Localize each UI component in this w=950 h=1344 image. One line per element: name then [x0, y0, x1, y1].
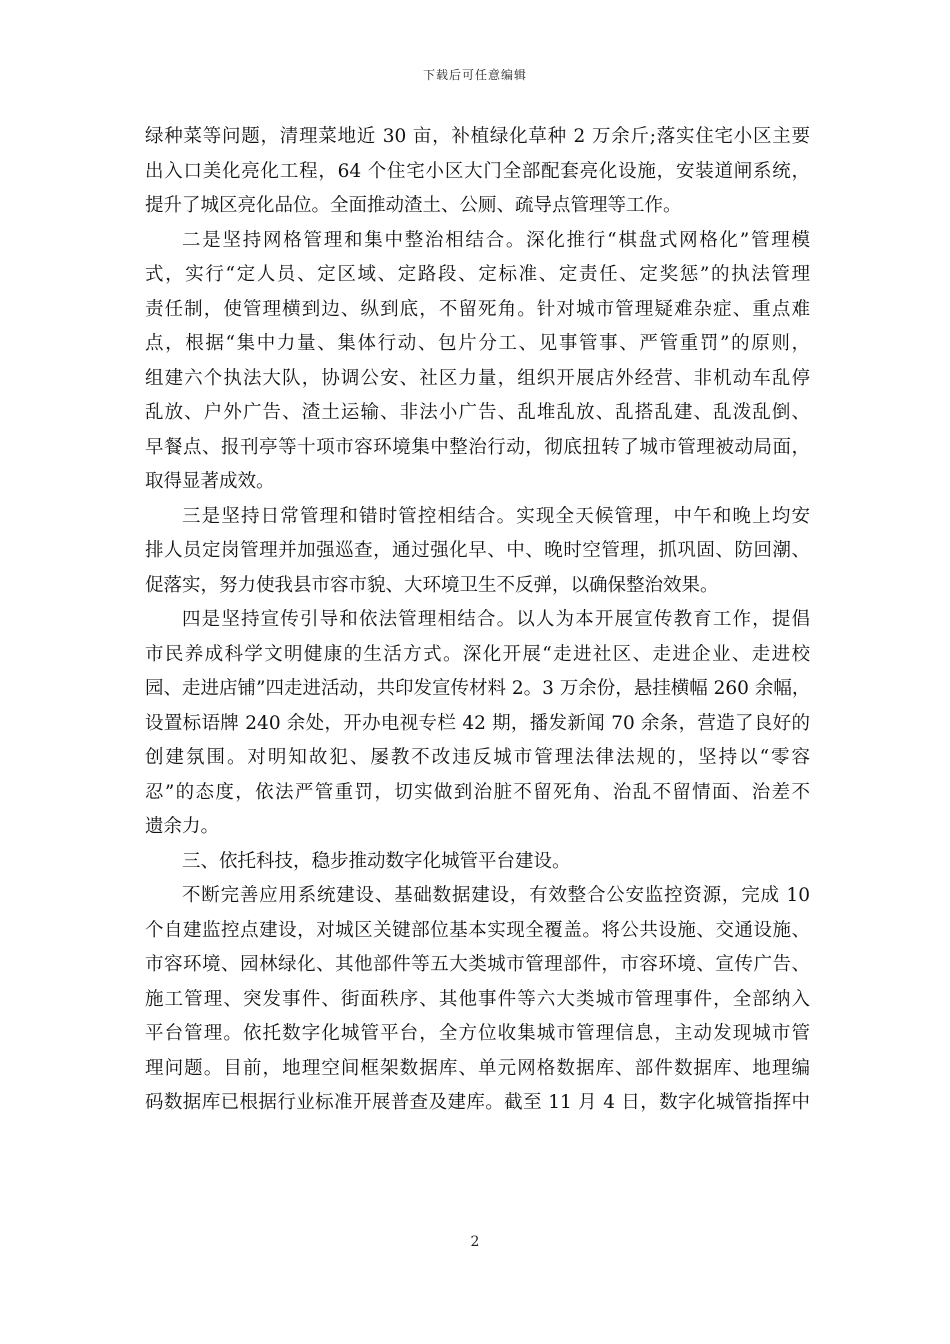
- text-line: 三是坚持日常管理和错时管控相结合。实现全天候管理，中午和晚上均安: [182, 505, 810, 527]
- text-line: 点，根据“集中力量、集体行动、包片分工、见事管事、严管重罚”的原则，: [145, 333, 810, 354]
- text-line: 遗余力。: [145, 816, 220, 837]
- text-line: 设置标语牌 240 余处，开办电视专栏 42 期，播发新闻 70 余条，营造了良好的: [145, 712, 810, 734]
- text-line: 式，实行“定人员、定区域、定路段、定标准、定责任、定奖惩”的执法管理: [145, 264, 810, 285]
- text-line: 促落实，努力使我县市容市貌、大环境卫生不反弹，以确保整治效果。: [145, 574, 719, 596]
- text-line: 三、依托科技，稳步推动数字化城管平台建设。: [182, 850, 571, 872]
- text-line: 市容环境、园林绿化、其他部件等五大类城市管理部件，市容环境、宣传广告、: [145, 954, 810, 975]
- page-header-note: 下载后可任意编辑: [422, 68, 527, 82]
- text-line: 理问题。目前，地理空间框架数据库、单元网格数据库、部件数据库、地理编: [145, 1057, 810, 1079]
- text-line: 四是坚持宣传引导和依法管理相结合。以人为本开展宣传教育工作，提倡: [182, 609, 810, 630]
- text-line: 二是坚持网格管理和集中整治相结合。深化推行“棋盘式网格化”管理模: [182, 229, 810, 251]
- text-line: 绿种菜等问题，清理菜地近 30 亩，补植绿化草种 2 万余斤;落实住宅小区主要: [145, 126, 810, 147]
- text-line: 码数据库已根据行业标准开展普查及建库。截至 11 月 4 日，数字化城管指挥中: [145, 1092, 810, 1113]
- text-line: 园、走进店铺”四走进活动，共印发宣传材料 2。3 万余份，悬挂横幅 260 余幅，: [145, 678, 810, 699]
- text-line: 市民养成科学文明健康的生活方式。深化开展“走进社区、走进企业、走进校: [145, 643, 810, 665]
- text-line: 早餐点、报刊亭等十项市容环境集中整治行动，彻底扭转了城市管理被动局面，: [145, 436, 810, 458]
- text-line: 排人员定岗管理并加强巡查，通过强化早、中、晚时空管理，抓巩固、防回潮、: [145, 540, 810, 561]
- text-line: 不断完善应用系统建设、基础数据建设，有效整合公安监控资源，完成 10: [182, 885, 810, 906]
- text-line: 提升了城区亮化品位。全面推动渣土、公厕、疏导点管理等工作。: [145, 195, 682, 216]
- document-body: [145, 120, 810, 1121]
- text-line: 平台管理。依托数字化城管平台，全方位收集城市管理信息，主动发现城市管: [145, 1023, 810, 1044]
- text-line: 取得显著成效。: [145, 471, 275, 492]
- text-line: 施工管理、突发事件、街面秩序、其他事件等六大类城市管理事件，全部纳入: [145, 988, 810, 1010]
- page-number: 2: [470, 1234, 480, 1250]
- text-line: 组建六个执法大队，协调公安、社区力量，组织开展店外经营、非机动车乱停: [145, 367, 810, 389]
- text-line: 创建氛围。对明知故犯、屡教不改违反城市管理法律法规的，坚持以“零容: [145, 747, 810, 768]
- text-line: 乱放、户外广告、渣土运输、非法小广告、乱堆乱放、乱搭乱建、乱泼乱倒、: [145, 402, 810, 423]
- text-line: 出入口美化亮化工程，64 个住宅小区大门全部配套亮化设施，安装道闸系统，: [145, 160, 810, 182]
- text-line: 忍”的态度，依法严管重罚，切实做到治脏不留死角、治乱不留情面、治差不: [145, 781, 810, 803]
- text-line: 个自建监控点建设，对城区关键部位基本实现全覆盖。将公共设施、交通设施、: [145, 919, 810, 941]
- text-line: 责任制，使管理横到边、纵到底，不留死角。针对城市管理疑难杂症、重点难: [145, 298, 810, 320]
